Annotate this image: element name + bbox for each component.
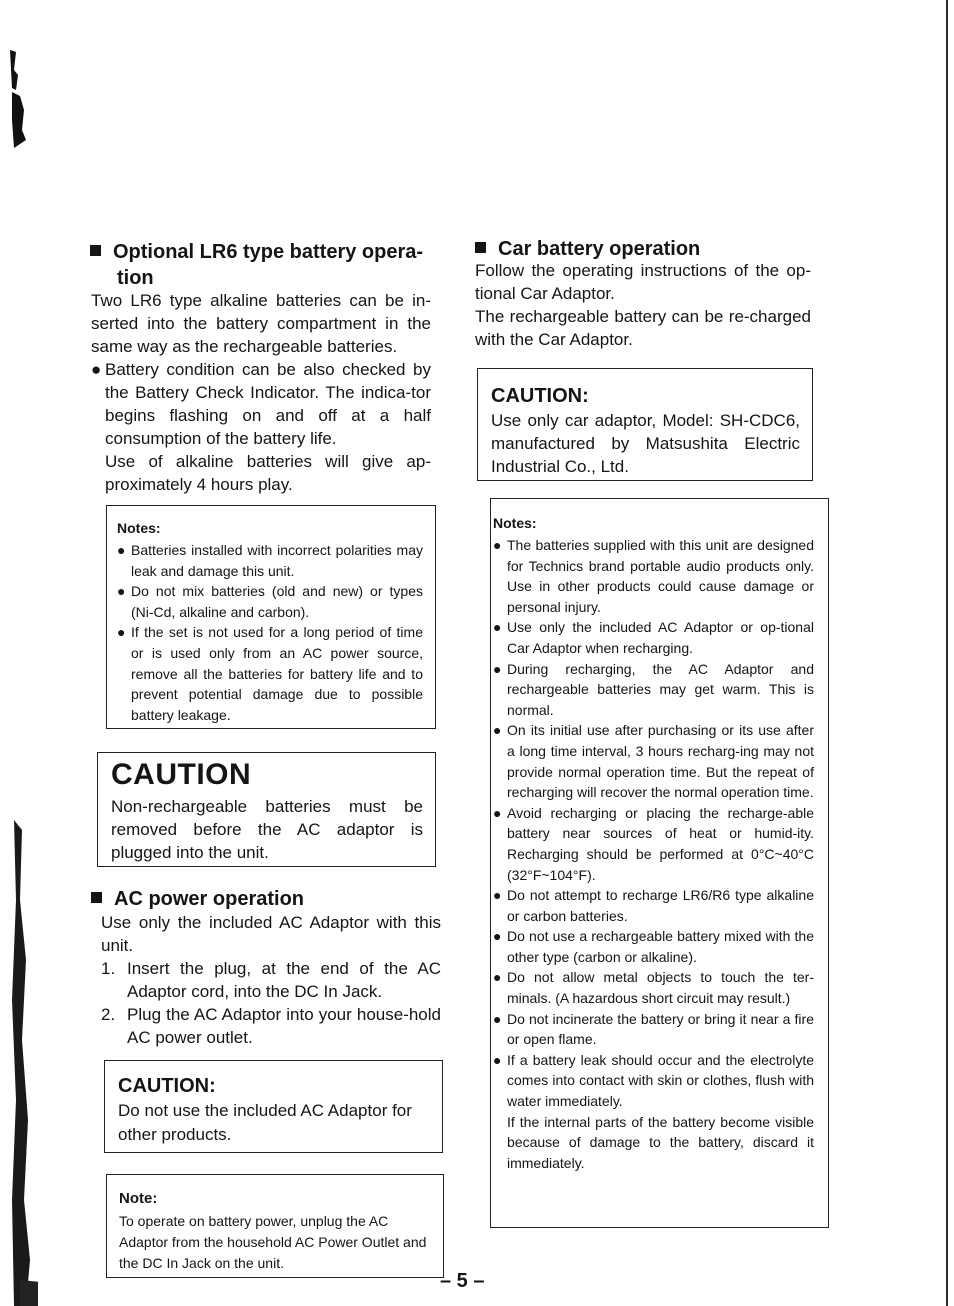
- ac-body: [101, 911, 441, 1049]
- ac-step: 1. Insert the plug, at the end of the AC Adaptor cord, into the DC In Jack.: [101, 959, 441, 1001]
- notes-box-charging: [490, 498, 829, 1228]
- caution-text: Use only car adaptor, Model: SH-CDC6, manufactured by Matsushita Electric Industrial Co., Ltd.: [491, 411, 800, 476]
- note-item: ● Batteries installed with incorrect polarities may leak and damage this unit.: [117, 542, 423, 579]
- note-text: To operate on battery power, unplug the AC Adaptor from the household AC Power Outlet and the DC In Jack on the unit.: [119, 1213, 427, 1271]
- scan-edge-right: [946, 0, 948, 1306]
- note-item: ● Do not use a rechargeable battery mixed with the other type (carbon or alkaline).: [493, 928, 814, 965]
- note-title: Note:: [119, 1190, 158, 1207]
- lr6-body: [91, 289, 431, 496]
- caution-title: CAUTION:: [118, 1075, 216, 1097]
- caution-title: CAUTION:: [491, 385, 589, 407]
- page-number: – 5 –: [440, 1270, 485, 1292]
- caution-text: Non-rechargeable batteries must be removed before the AC adaptor is plugged into the unit.: [111, 797, 423, 862]
- note-item: ● Do not allow metal objects to touch the ter-minals. (A hazardous short circuit may result.): [493, 969, 814, 1007]
- caution-text: Do not use the included AC Adaptor for other products.: [118, 1101, 412, 1144]
- caution-box-car: [477, 368, 813, 481]
- car-p2: The rechargeable battery can be re-charged with the Car Adaptor.: [475, 307, 811, 349]
- lr6-heading: Optional LR6 type battery opera- tion: [90, 239, 440, 291]
- note-item: ● If a battery leak should occur and the electrolyte comes into contact with skin or clothes, flush with water immediately.: [493, 1051, 814, 1110]
- notes-title: Notes:: [117, 520, 161, 536]
- caution-box-nonrechargeable: [97, 752, 436, 867]
- lr6-intro: Two LR6 type alkaline batteries can be in-serted into the battery compartment in the same way as the rechargeable batteries.: [91, 291, 431, 356]
- note-extra: If the internal parts of the battery become visible because of damage to the battery, discard it immediately.: [507, 1113, 814, 1171]
- lr6-bullet-extra: Use of alkaline batteries will give ap-proximately 4 hours play.: [105, 452, 431, 494]
- note-item: ● Avoid recharging or placing the recharge-able battery near sources of heat or humid-ity. Recharging should be performed at 0°C~40°C (32°F~104°F).: [493, 804, 814, 883]
- ac-intro: Use only the included AC Adaptor with this unit.: [101, 913, 441, 955]
- note-item: ● On its initial use after purchasing or its use after a long time interval, 3 hours recharg-ing may not provide normal operation time. But the repeat of recharging will recover the normal operation time.: [493, 722, 814, 801]
- note-item: ● During recharging, the AC Adaptor and rechargeable batteries may get warm. This is normal.: [493, 660, 814, 718]
- car-p1: Follow the operating instructions of the op-tional Car Adaptor.: [475, 261, 811, 303]
- caution-title: CAUTION: [111, 758, 252, 791]
- scan-edge-left: [0, 0, 38, 1306]
- note-item: ● Use only the included AC Adaptor or op-tional Car Adaptor when recharging.: [493, 619, 814, 656]
- ac-heading: AC power operation: [91, 886, 441, 912]
- car-heading: Car battery operation: [475, 236, 815, 262]
- note-item: ● Do not attempt to recharge LR6/R6 type alkaline or carbon batteries.: [493, 887, 814, 924]
- ac-step: 2. Plug the AC Adaptor into your house-hold AC power outlet.: [101, 1005, 441, 1047]
- square-bullet-icon: [475, 242, 486, 253]
- caution-box-ac: [104, 1060, 443, 1153]
- lr6-bullet: ● Battery condition can be also checked by the Battery Check Indicator. The indica-tor begins flashing on and off at a half consumption of the battery life.: [91, 360, 431, 448]
- square-bullet-icon: [91, 892, 102, 903]
- note-item: ● If the set is not used for a long period of time or is used only from an AC power source, remove all the batteries for battery life and to prevent potential damage due to possible battery leakage.: [117, 624, 423, 723]
- car-body: [475, 259, 811, 351]
- note-item: ● Do not incinerate the battery or bring it near a fire or open flame.: [493, 1010, 814, 1048]
- notes-title: Notes:: [493, 515, 537, 531]
- note-box-ac: [106, 1174, 444, 1278]
- note-item: ● The batteries supplied with this unit are designed for Technics brand portable audio products only. Use in other products could cause damage or personal injury.: [493, 537, 814, 615]
- square-bullet-icon: [90, 245, 101, 256]
- note-item: ● Do not mix batteries (old and new) or types (Ni-Cd, alkaline and carbon).: [117, 583, 423, 620]
- notes-box-batteries: [106, 505, 436, 729]
